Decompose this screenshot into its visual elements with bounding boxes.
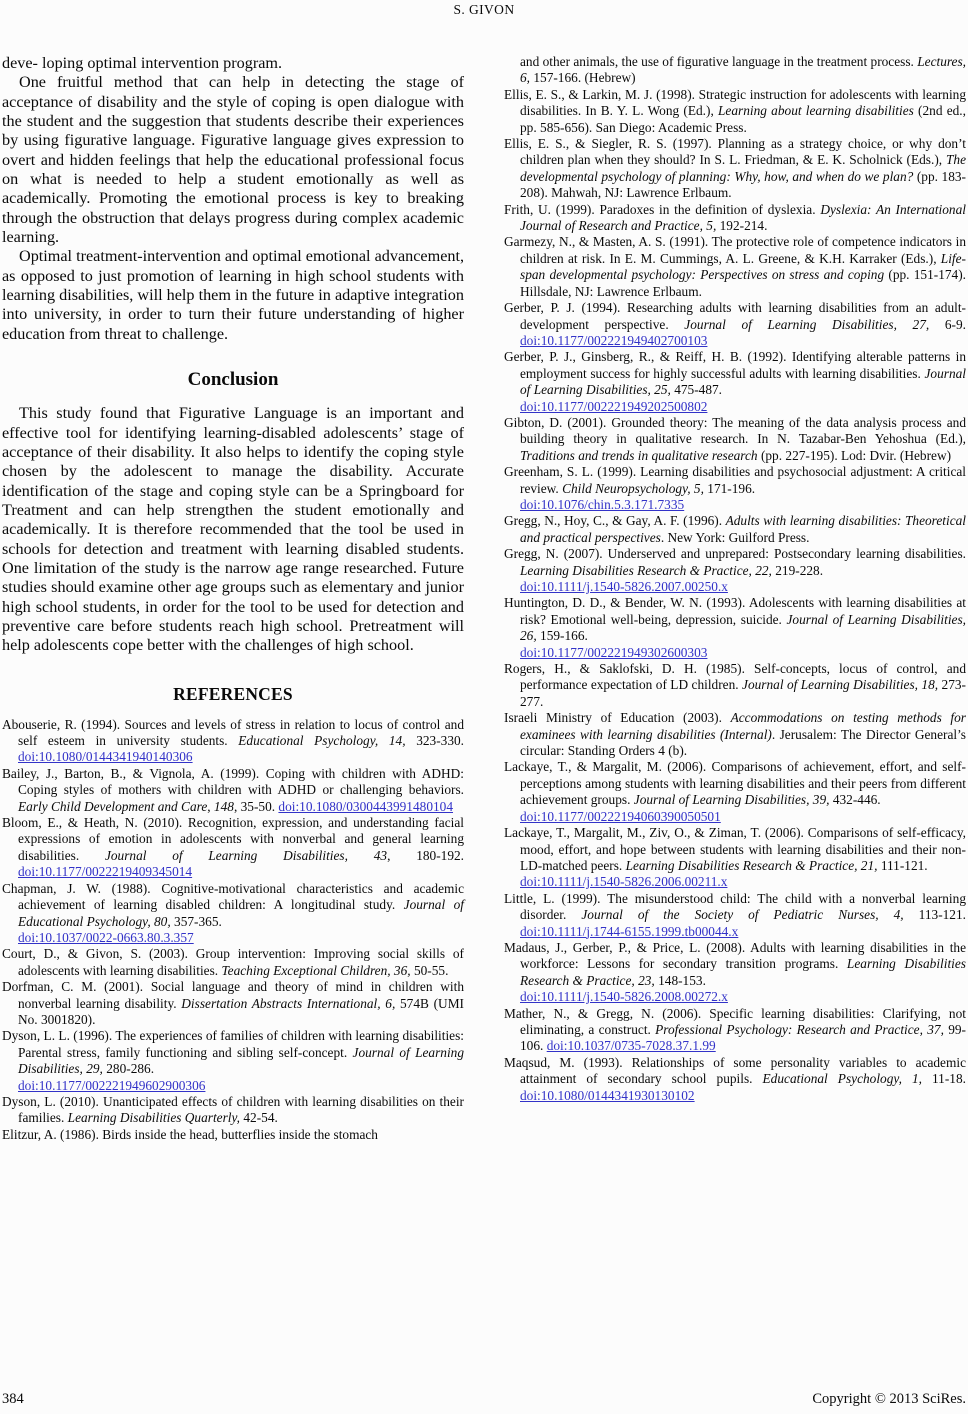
reference-entry — [504, 234, 966, 300]
reference-text: 432-446. — [832, 792, 881, 808]
reference-text: 219-228. — [775, 562, 824, 578]
reference-source-italic: Journal of Learning Disabilities, 18, — [742, 677, 942, 693]
reference-entry — [504, 349, 966, 415]
reference-text: , 35-50. — [233, 798, 279, 814]
reference-entry — [2, 766, 464, 815]
reference-text: Ellis, E. S., & Siegler, R. S. (1997). Planning as a strategy choice, or why don’t children plan when they should? In S. L. Friedman, & E. K. Scholnick (Eds.), — [504, 136, 966, 168]
doi-link[interactable]: doi:10.1111/j.1744-6155.1999.tb00044.x — [520, 923, 739, 939]
reference-entry — [2, 1094, 464, 1127]
reference-text: 357-365. — [174, 913, 222, 929]
reference-text: Gregg, N. (2007). Underserved and unprepared: Postsecondary learning disabilities. — [504, 546, 966, 562]
reference-entry — [2, 1028, 464, 1094]
doi-link[interactable]: doi:10.1177/002221949302600303 — [520, 644, 708, 660]
reference-entry — [504, 136, 966, 202]
copyright-notice: Copyright © 2013 SciRes. — [812, 1391, 966, 1407]
reference-source-italic: Learning Disabilities Quarterly, — [67, 1110, 244, 1126]
doi-link[interactable]: doi:10.1177/00222194060390050501 — [520, 808, 721, 824]
right-column — [504, 54, 966, 1143]
reference-source-italic: Learning Disabilities Research & Practice, 22, — [520, 562, 776, 578]
reference-text: Ellis, E. S., & Larkin, M. J. (1998). Strategic instruction for adolescents with learning disabilities. In B. Y. L. Wong (Ed.), — [504, 86, 966, 119]
reference-text: Gregg, N., Hoy, C., & Gay, A. F. (1996). — [504, 513, 726, 529]
reference-source-italic: Learning Disabilities Research & Practice, 23, — [520, 956, 966, 988]
left-column — [2, 54, 464, 1143]
reference-entry — [504, 300, 966, 349]
reference-text: 42-54. — [243, 1110, 278, 1126]
reference-text: Rogers, H., & Saklofski, D. H. (1985). Self-concepts, locus of control, and performance expectation of LD children. — [504, 661, 966, 693]
reference-entry — [504, 546, 966, 595]
reference-source-italic: Adults with learning disabilities: Theoretical and practical perspectives — [520, 513, 967, 545]
reference-entry — [504, 415, 966, 464]
reference-text: 280-286. — [106, 1061, 155, 1077]
reference-entry — [504, 464, 966, 513]
reference-text: . New York: Guilford Press. — [660, 529, 810, 545]
references-list-right — [504, 54, 966, 1104]
page-footer — [2, 1391, 966, 1408]
reference-text: Dorfman, C. M. (2001). Social language and theory of mind in children with nonverbal learning disability. — [2, 979, 464, 1011]
doi-link[interactable]: doi:10.1111/j.1540-5826.2007.00250.x — [520, 579, 728, 594]
reference-source-italic: Educational Psychology, 14, — [238, 733, 417, 749]
page-number: 384 — [2, 1391, 24, 1407]
doi-link[interactable]: doi:10.1076/chin.5.3.171.7335 — [520, 496, 685, 512]
reference-source-italic: Educational Psychology, 1, — [762, 1071, 932, 1087]
reference-entry — [504, 595, 966, 661]
reference-entry — [504, 1006, 966, 1055]
reference-source-italic: Teaching Exceptional Children, 36, — [221, 962, 414, 978]
reference-text: Gerber, P. J. (1994). Researching adults with learning disabilities from an adult-development perspective. — [504, 300, 966, 332]
reference-text: 159-166. — [540, 628, 588, 644]
reference-entry — [504, 825, 966, 891]
reference-entry — [504, 891, 966, 940]
reference-text: Gerber, P. J., Ginsberg, R., & Reiff, H. B. (1992). Identifying alterable patterns in employment success for highly successful adults with learning disabilities. — [504, 349, 966, 381]
doi-link[interactable]: doi:10.1037/0735-7028.37.1.99 — [546, 1038, 716, 1054]
reference-text: 171-196. — [707, 480, 756, 496]
reference-text: 6-9. — [944, 316, 966, 332]
reference-text: 273-277. — [520, 677, 966, 709]
doi-link[interactable]: doi:10.1177/0022219409345014 — [18, 864, 193, 880]
reference-entry — [2, 881, 464, 947]
doi-link[interactable]: doi:10.1080/0144341930130102 — [520, 1087, 695, 1103]
reference-text: Dyson, L. L. (1996). The experiences of families of children with learning disabilities: Parental stress, family functioning and sibling self-concept. — [2, 1028, 464, 1060]
reference-entry — [504, 759, 966, 825]
reference-entry — [2, 979, 464, 1028]
body-paragraph: One fruitful method that can help in detecting the stage of acceptance of disability and the style of coping is open dialogue with the student and the suggestion that students describe their experiences by using figurative language. Figurative language gives expression to overt and hidden feelings that help the educational professional focus on what is needed to help a student emotionally as well as academically. Promoting the emotional process is key to breaking through the obstruction that delays progress during complex academic learning. — [2, 73, 464, 247]
reference-text: 192-214. — [719, 218, 768, 234]
reference-source-italic: Child Neuropsychology, 5, — [562, 480, 708, 496]
reference-text: (pp. 227-195). Lod: Dvir. (Hebrew) — [760, 447, 952, 463]
reference-text: 99-106. — [520, 1021, 966, 1054]
reference-text: 113-121. — [918, 907, 966, 923]
reference-text: 574B (UMI No. 3001820). — [18, 995, 464, 1027]
reference-entry — [2, 815, 464, 881]
reference-entry — [2, 1127, 464, 1143]
reference-source-italic: Dyslexia: An International Journal of Research and Practice, 5, — [520, 201, 966, 234]
reference-text: Lackaye, T., Margalit, M., Ziv, O., & Ziman, T. (2006). Comparisons of self-efficacy, mood, effort, and hope between students with learning disabilities and their non-LD-matched peers. — [504, 825, 966, 873]
reference-text: 111-121. — [880, 857, 928, 873]
body-paragraph: Optimal treatment-intervention and optimal emotional advancement, as opposed to just promotion of learning in high school students with learning disabilities, will help them in the future in adaptive integration into university, in order to turn their future understanding of higher education from threat to challenge. — [2, 247, 465, 343]
reference-text: Gibton, D. (2001). Grounded theory: The meaning of the data analysis process and building theory in qualitative research. In N. Tazabar-Ben Yehoshua (Ed.), — [504, 414, 966, 447]
doi-link[interactable]: doi:10.1177/002221949602900306 — [18, 1077, 206, 1093]
doi-link[interactable]: doi:10.1080/0144341940140306 — [18, 749, 193, 765]
reference-source-italic: Professional Psychology: Research and Practice, 37, — [655, 1021, 949, 1037]
reference-text: Elitzur, A. (1986). Birds inside the head, butterflies inside the stomach — [2, 1126, 378, 1142]
reference-source-italic: Journal of Learning Disabilities, 43 — [104, 847, 388, 863]
reference-entry — [504, 87, 966, 136]
reference-text: (pp. 151-174). Hillsdale, NJ: Lawrence Erlbaum. — [520, 267, 967, 299]
reference-text: Frith, U. (1999). Paradoxes in the definition of dyslexia. — [504, 201, 821, 217]
reference-source-italic: Journal of Learning Disabilities, 39, — [633, 792, 833, 808]
reference-source-italic: Journal of Learning Disabilities, 27, — [684, 316, 945, 332]
reference-entry — [504, 513, 966, 546]
reference-source-italic: Journal of Learning Disabilities, 29, — [18, 1044, 464, 1077]
reference-entry — [504, 661, 966, 710]
reference-text: Court, D., & Givon, S. (2003). Group intervention: Improving social skills of adolescents with learning disabilities. — [2, 946, 464, 978]
reference-source-italic: 148 — [213, 798, 234, 814]
reference-text: (pp. 183-208). Mahwah, NJ: Lawrence Erlbaum. — [520, 168, 966, 201]
reference-text: 50-55. — [413, 962, 449, 978]
reference-text: Madaus, J., Gerber, P., & Price, L. (2008). Adults with learning disabilities in the workforce: Lessons for secondary transition programs. — [504, 939, 966, 972]
doi-link[interactable]: doi:10.1080/0300443991480104 — [278, 798, 454, 814]
reference-text: (2nd ed., pp. 585-656). San Diego: Academic Press. — [520, 103, 966, 135]
two-column-layout — [0, 17, 968, 1143]
doi-link[interactable]: doi:10.1111/j.1540-5826.2008.00272.x — [520, 989, 728, 1005]
references-list-left — [2, 717, 464, 1144]
reference-source-italic: Dissertation Abstracts International, 6, — [181, 995, 400, 1011]
reference-source-italic: Learning about learning disabilities — [718, 103, 919, 119]
doi-link[interactable]: doi:10.1111/j.1540-5826.2006.00211.x — [520, 874, 728, 890]
reference-text: Abouserie, R. (1994). Sources and levels of stress in relation to locus of control and self esteem in university students. — [2, 716, 464, 749]
reference-source-italic: Traditions and trends in qualitative research — [520, 447, 761, 463]
reference-source-italic: Accommodations on testing methods for examinees with learning disabilities (Internal) — [520, 710, 966, 742]
reference-entry — [2, 946, 464, 979]
conclusion-heading: Conclusion — [187, 369, 279, 391]
reference-entry — [504, 202, 966, 235]
reference-source-italic: Journal of Educational Psychology, 80, — [18, 897, 464, 929]
reference-text: Bloom, E., & Heath, N. (2010). Recognition, expression, and understanding facial expressions of emotion in adolescents with nonverbal and general learning disabilities. — [2, 815, 464, 863]
reference-entry — [504, 1055, 966, 1104]
running-head: S. GIVON — [453, 2, 515, 17]
reference-text: Mather, N., & Gregg, N. (2006). Specific learning disabilities: Clarifying, not eliminating, a construct. — [504, 1005, 966, 1037]
doi-link[interactable]: doi:10.1177/002221949202500802 — [520, 398, 708, 414]
reference-text: . Jerusalem: The Director General’s circular: Standing Orders 4 (b). — [520, 726, 966, 759]
reference-text: 157-166. (Hebrew) — [533, 70, 636, 86]
reference-entry — [504, 710, 966, 759]
reference-entry — [504, 940, 966, 1006]
reference-text: 475-487. — [674, 382, 723, 398]
body-paragraph: deve- loping optimal intervention program. — [2, 54, 283, 72]
references-heading: REFERENCES — [173, 683, 293, 704]
conclusion-paragraph: This study found that Figurative Language is an important and effective tool for identifying learning-disabled adolescents’ stage of acceptance of their disability. It also helps to identify the coping style chosen by the adolescent to manage the disability. Accurate identification of the stage and coping style can be a Springboard for Treatment and can help strengthen the student emotionally and academically. It is therefore recommended that the tool be used in schools for detection and treatment with learning disabled students. One limitation of the study is the narrow age range researched. Future studies should examine other age groups such as elementary and junior high school students, in order for the tool to be used for detection and preventive care before students reach high school. Pretreatment will help adolescents cope better with the challenges of high school. — [2, 404, 464, 655]
reference-text: 11-18. — [932, 1071, 966, 1087]
reference-source-italic: Early Child Development and Care — [18, 798, 208, 814]
reference-text: Garmezy, N., & Masten, A. S. (1991). The protective role of competence indicators in children at risk. In E. M. Cummings, A. L. Greene, & K.H. Karraker (Eds.), — [504, 234, 966, 266]
reference-text: Huntington, D. D., & Bender, W. N. (1993). Adolescents with learning disabilities at risk? Emotional well-being, depression, suicide. — [504, 595, 966, 627]
reference-source-italic: Journal of Learning Disabilities, 26, — [520, 611, 966, 644]
reference-source-italic: Life-span developmental psychology: Perspectives on stress and coping — [520, 250, 966, 283]
reference-text: Chapman, J. W. (1988). Cognitive-motivational characteristics and academic achievement of learning disabled children: A longitudinal study. — [2, 880, 464, 913]
reference-text: Israeli Ministry of Education (2003). — [504, 710, 731, 726]
reference-source-italic: Journal of Learning Disabilities, 25, — [520, 365, 966, 398]
reference-entry — [2, 717, 464, 766]
reference-text: Greenham, S. L. (1999). Learning disabilities and psychosocial adjustment: A critical review. — [504, 464, 966, 496]
reference-source-italic: The developmental psychology of planning: Why, how, and when do we plan? — [520, 152, 966, 184]
reference-entry-continuation — [504, 54, 966, 87]
reference-source-italic: Lectures, 6, — [520, 54, 967, 86]
doi-link[interactable]: doi:10.1177/002221949402700103 — [520, 332, 708, 348]
reference-text: 323-330. — [416, 733, 464, 749]
reference-text: and other animals, the use of figurative language in the treatment process. — [520, 54, 918, 69]
reference-text: Bailey, J., Barton, B., & Vignola, A. (1999). Coping with children with ADHD: Coping styles of mothers with children with ADHD or challenging behaviors. — [2, 765, 464, 798]
reference-text: 148-153. — [658, 972, 706, 988]
reference-text: Little, L. (1999). The misunderstood child: The child with a nonverbal learning disorder. — [504, 890, 966, 923]
reference-text: Maqsud, M. (1993). Relationships of some personality variables to academic attainment of secondary school pupils. — [504, 1054, 966, 1087]
doi-link[interactable]: doi:10.1037/0022-0663.80.3.357 — [18, 929, 194, 945]
reference-source-italic: Learning Disabilities Research & Practice, 21, — [625, 857, 881, 873]
reference-source-italic: Journal of the Society of Pediatric Nurses, 4, — [581, 907, 919, 923]
reference-text: Dyson, L. (2010). Unanticipated effects of children with learning disabilities on their families. — [2, 1093, 464, 1126]
reference-text: Lackaye, T., & Margalit, M. (2006). Comparisons of achievement, effort, and self-perceptions among students with learning disabilities and their peers from different achievement groups. — [504, 759, 966, 808]
reference-text: , — [207, 798, 214, 814]
reference-text: , 180-192. — [387, 847, 464, 863]
